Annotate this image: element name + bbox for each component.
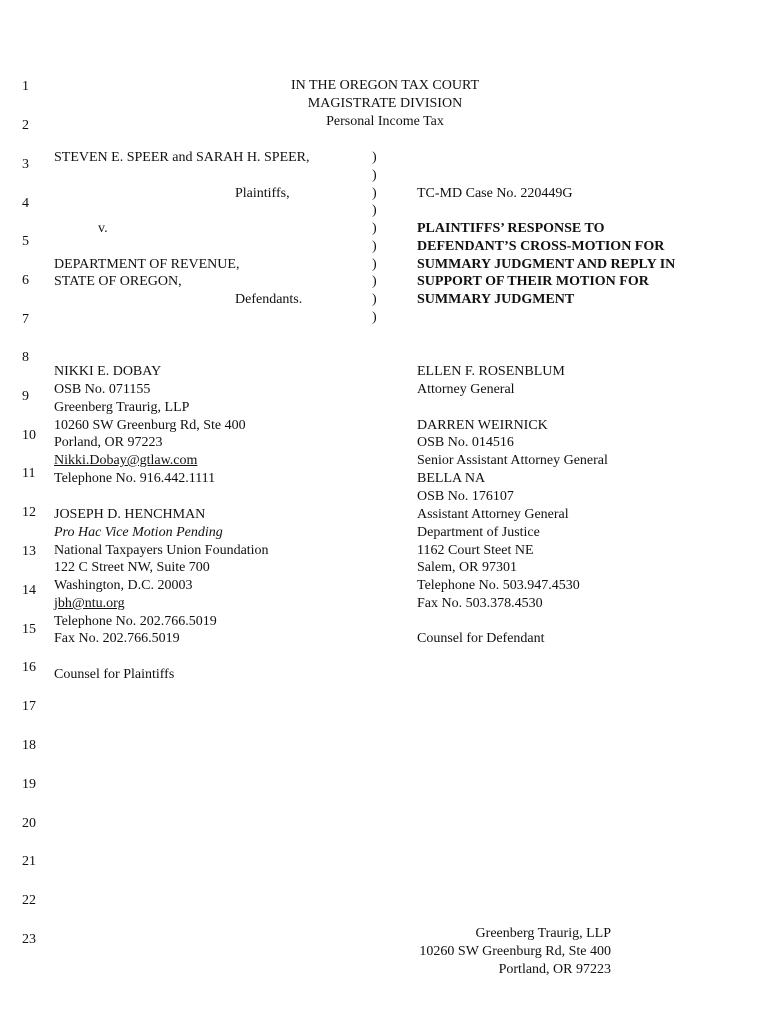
department-name: Department of Justice xyxy=(417,525,540,540)
email-link[interactable]: Nikki.Dobay@gtlaw.com xyxy=(54,453,198,468)
attorney-name: JOSEPH D. HENCHMAN xyxy=(54,507,206,522)
address-line: Porland, OR 97223 xyxy=(54,435,163,450)
line-number: 22 xyxy=(22,893,36,908)
osb-number: OSB No. 176107 xyxy=(417,489,514,504)
address-line: Salem, OR 97301 xyxy=(417,560,517,575)
osb-number: OSB No. 014516 xyxy=(417,435,514,450)
telephone: Telephone No. 916.442.1111 xyxy=(54,471,216,486)
address-line: 122 C Street NW, Suite 700 xyxy=(54,560,210,575)
email-link[interactable]: jbh@ntu.org xyxy=(54,596,125,611)
caption-paren: ) xyxy=(372,150,377,165)
line-number: 23 xyxy=(22,932,36,947)
counsel-role: Counsel for Plaintiffs xyxy=(54,667,175,682)
plaintiffs-label: Plaintiffs, xyxy=(235,186,290,201)
footer-firm: Greenberg Traurig, LLP xyxy=(475,926,611,941)
line-number: 19 xyxy=(22,777,36,792)
court-subject: Personal Income Tax xyxy=(326,114,444,129)
line-number: 4 xyxy=(22,196,29,211)
line-number: 13 xyxy=(22,544,36,559)
attorney-name: ELLEN F. ROSENBLUM xyxy=(417,364,565,379)
attorney-title: Senior Assistant Attorney General xyxy=(417,453,608,468)
document-title-line: DEFENDANT’S CROSS-MOTION FOR xyxy=(417,239,665,254)
attorney-name: NIKKI E. DOBAY xyxy=(54,364,162,379)
line-number: 3 xyxy=(22,157,29,172)
address-line: Washington, D.C. 20003 xyxy=(54,578,193,593)
line-number: 10 xyxy=(22,428,36,443)
plaintiffs-names: STEVEN E. SPEER and SARAH H. SPEER, xyxy=(54,150,310,165)
caption-paren: ) xyxy=(372,292,377,307)
caption-paren: ) xyxy=(372,239,377,254)
defendant-line1: DEPARTMENT OF REVENUE, xyxy=(54,257,240,272)
line-number: 11 xyxy=(22,466,36,481)
admission-status: Pro Hac Vice Motion Pending xyxy=(54,525,223,540)
line-number: 1 xyxy=(22,79,29,94)
osb-number: OSB No. 071155 xyxy=(54,382,151,397)
fax: Fax No. 503.378.4530 xyxy=(417,596,543,611)
line-number: 16 xyxy=(22,660,36,675)
line-number: 17 xyxy=(22,699,36,714)
caption-paren: ) xyxy=(372,203,377,218)
caption-paren: ) xyxy=(372,310,377,325)
footer-address-line: Portland, OR 97223 xyxy=(498,962,611,977)
line-number: 9 xyxy=(22,389,29,404)
line-number: 21 xyxy=(22,854,36,869)
line-number: 7 xyxy=(22,312,29,327)
attorney-title: Assistant Attorney General xyxy=(417,507,569,522)
document-title-line: SUMMARY JUDGMENT xyxy=(417,292,575,307)
firm-name: Greenberg Traurig, LLP xyxy=(54,400,190,415)
fax: Fax No. 202.766.5019 xyxy=(54,631,180,646)
line-number: 18 xyxy=(22,738,36,753)
line-number: 2 xyxy=(22,118,29,133)
caption-paren: ) xyxy=(372,168,377,183)
line-number: 6 xyxy=(22,273,29,288)
document-title-line: PLAINTIFFS’ RESPONSE TO xyxy=(417,221,605,236)
line-number: 8 xyxy=(22,350,29,365)
defendant-line2: STATE OF OREGON, xyxy=(54,274,182,289)
defendants-label: Defendants. xyxy=(235,292,303,307)
footer-address-line: 10260 SW Greenburg Rd, Ste 400 xyxy=(419,944,611,959)
address-line: 1162 Court Steet NE xyxy=(417,543,534,558)
court-name: IN THE OREGON TAX COURT xyxy=(290,78,480,93)
line-number: 15 xyxy=(22,622,36,637)
caption-paren: ) xyxy=(372,274,377,289)
caption-paren: ) xyxy=(372,221,377,236)
court-division: MAGISTRATE DIVISION xyxy=(307,96,463,111)
line-number: 12 xyxy=(22,505,36,520)
organization-name: National Taxpayers Union Foundation xyxy=(54,543,269,558)
line-number: 20 xyxy=(22,816,36,831)
attorney-name: BELLA NA xyxy=(417,471,486,486)
attorney-title: Attorney General xyxy=(417,382,515,397)
telephone: Telephone No. 503.947.4530 xyxy=(417,578,580,593)
telephone: Telephone No. 202.766.5019 xyxy=(54,614,217,629)
versus: v. xyxy=(98,221,108,236)
document-title-line: SUMMARY JUDGMENT AND REPLY IN xyxy=(417,257,676,272)
line-number: 5 xyxy=(22,234,29,249)
case-number: TC-MD Case No. 220449G xyxy=(417,186,573,201)
address-line: 10260 SW Greenburg Rd, Ste 400 xyxy=(54,418,246,433)
caption-paren: ) xyxy=(372,186,377,201)
attorney-name: DARREN WEIRNICK xyxy=(417,418,548,433)
line-number: 14 xyxy=(22,583,36,598)
counsel-role: Counsel for Defendant xyxy=(417,631,545,646)
caption-paren: ) xyxy=(372,257,377,272)
document-title-line: SUPPORT OF THEIR MOTION FOR xyxy=(417,274,649,289)
